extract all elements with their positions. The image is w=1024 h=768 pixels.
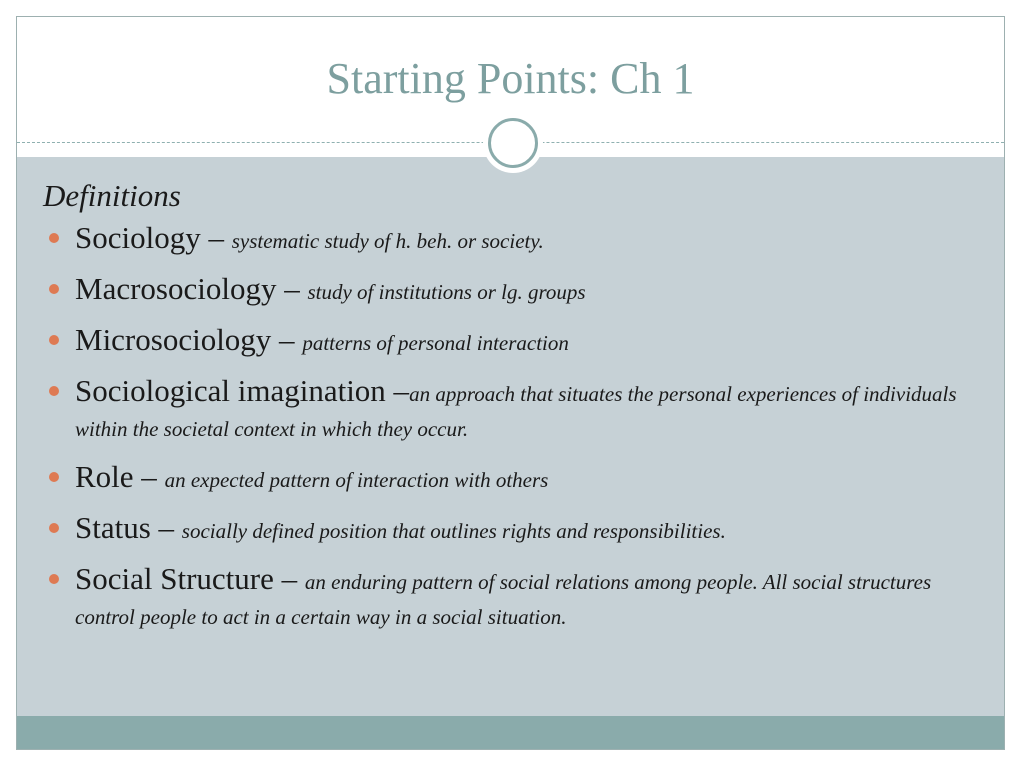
definition: an enduring pattern of social relations among people. All social structures control people to act in a certain way in a social situation.: [75, 570, 932, 629]
list-item: [43, 460, 973, 499]
list-item: [43, 221, 973, 260]
bullet-icon: [49, 574, 59, 584]
slide: [16, 16, 1005, 750]
definition: systematic study of h. beh. or society.: [231, 229, 544, 253]
bullet-icon: [49, 472, 59, 482]
bullet-icon: [49, 386, 59, 396]
term: Microsociology –: [75, 322, 303, 357]
definition-list: [43, 221, 973, 636]
definition: patterns of personal interaction: [302, 331, 569, 355]
term: Social Structure –: [75, 561, 305, 596]
list-item: [43, 511, 973, 550]
list-item: [43, 374, 973, 448]
slide-content: [43, 177, 973, 648]
bullet-icon: [49, 523, 59, 533]
bullet-icon: [49, 335, 59, 345]
definition: study of institutions or lg. groups: [307, 280, 586, 304]
term: Role –: [75, 459, 165, 494]
term: Status –: [75, 510, 182, 545]
bullet-icon: [49, 284, 59, 294]
list-item: [43, 562, 973, 636]
definition: an expected pattern of interaction with others: [164, 468, 549, 492]
definition: an approach that situates the personal experiences of individuals within the societal context in which they occur.: [75, 382, 957, 441]
definition: socially defined position that outlines rights and responsibilities.: [181, 519, 726, 543]
bullet-icon: [49, 233, 59, 243]
term: Sociological imagination –: [75, 373, 410, 408]
slide-title: Starting Points: Ch 1: [326, 54, 695, 103]
footer-band: [17, 716, 1004, 750]
section-heading: Definitions: [43, 178, 181, 213]
term: Sociology –: [75, 220, 232, 255]
circle-ornament-icon: [483, 113, 543, 173]
list-item: [43, 323, 973, 362]
list-item: [43, 272, 973, 311]
ring-icon: [488, 118, 538, 168]
term: Macrosociology –: [75, 271, 308, 306]
